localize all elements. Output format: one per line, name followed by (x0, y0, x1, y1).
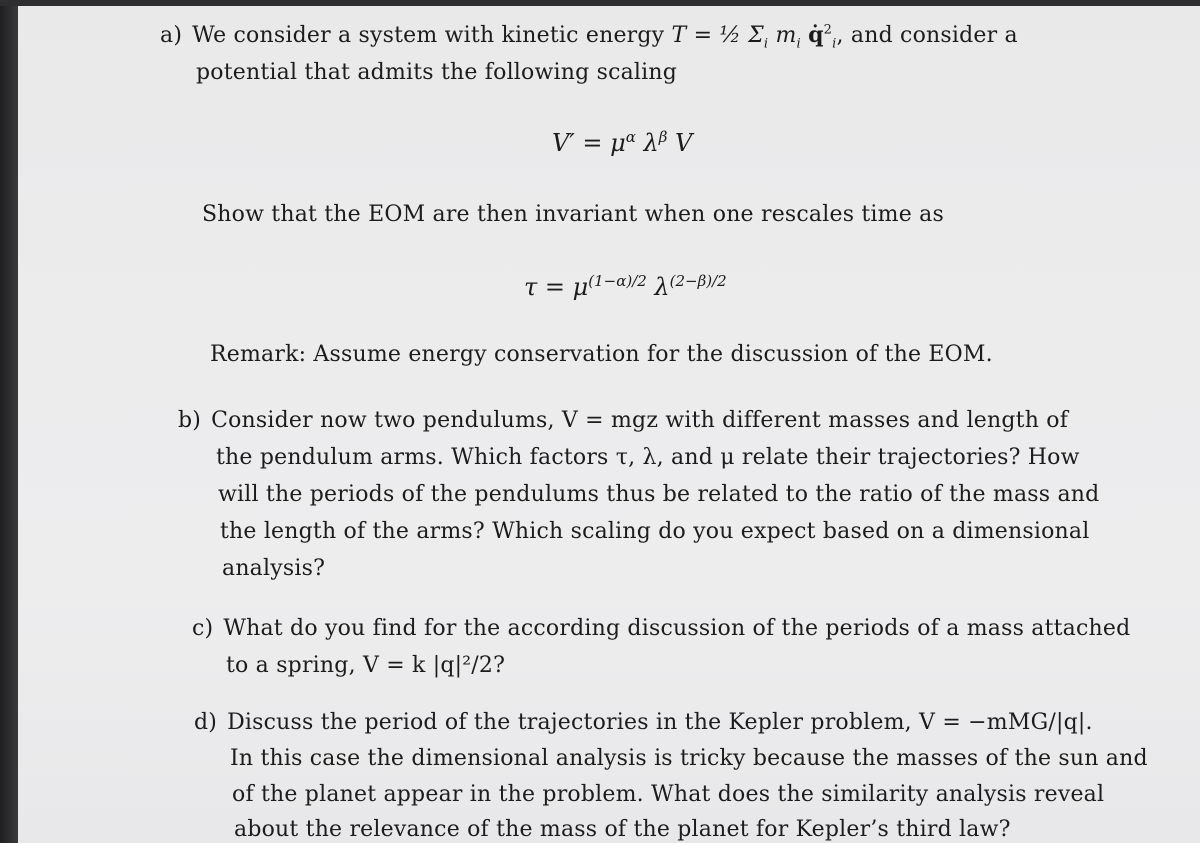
part-a-remark: Remark: Assume energy conservation for the discussion of the EOM. (210, 342, 993, 367)
monitor-bezel-left (0, 0, 18, 843)
part-b-line-5: analysis? (222, 556, 326, 581)
part-d-line-4: about the relevance of the mass of the planet for Kepler’s third law? (234, 817, 1011, 842)
part-b-line-3: will the periods of the pendulums thus be related to the ratio of the mass and (218, 482, 1100, 507)
part-a-line-1: a) We consider a system with kinetic energy T = ½ $\Sigma_i$ $m_i$ q̇$^2_i$, and consider a (160, 22, 1018, 52)
monitor-bezel-top (0, 0, 1200, 6)
time-rescaling-equation: $\tau = \mu^{(1-\alpha)/2}$ $\lambda^{(2-\beta)/2}$ (524, 272, 727, 301)
part-b-line-2: the pendulum arms. Which factors τ, λ, and μ relate their trajectories? How (216, 445, 1080, 470)
part-a-label: a) (160, 23, 183, 48)
part-c-line-1: c) What do you find for the according discussion of the periods of a mass attached (192, 616, 1131, 641)
part-c-label: c) (192, 616, 214, 641)
scaling-equation: $V' = \mu^\alpha$ $\lambda^\beta$ V (552, 128, 693, 157)
part-d-line-2: In this case the dimensional analysis is tricky because the masses of the sun and (230, 746, 1148, 771)
part-b-line-4: the length of the arms? Which scaling do you expect based on a dimensional (220, 519, 1090, 544)
part-a-line-2: potential that admits the following scaling (196, 60, 678, 85)
part-c-line-2: to a spring, V = k |q|²/2? (226, 653, 506, 678)
part-d-line-3: of the planet appear in the problem. What does the similarity analysis reveal (232, 782, 1105, 807)
document-page (18, 0, 1200, 843)
part-b-line-1: b) Consider now two pendulums, V = mgz with different masses and length of (178, 408, 1069, 433)
part-d-line-1: d) Discuss the period of the trajectories in the Kepler problem, V = −mMG/|q|. (194, 710, 1093, 735)
part-a-show-line: Show that the EOM are then invariant when one rescales time as (202, 202, 944, 227)
part-b-label: b) (178, 408, 202, 433)
part-d-label: d) (194, 710, 218, 735)
